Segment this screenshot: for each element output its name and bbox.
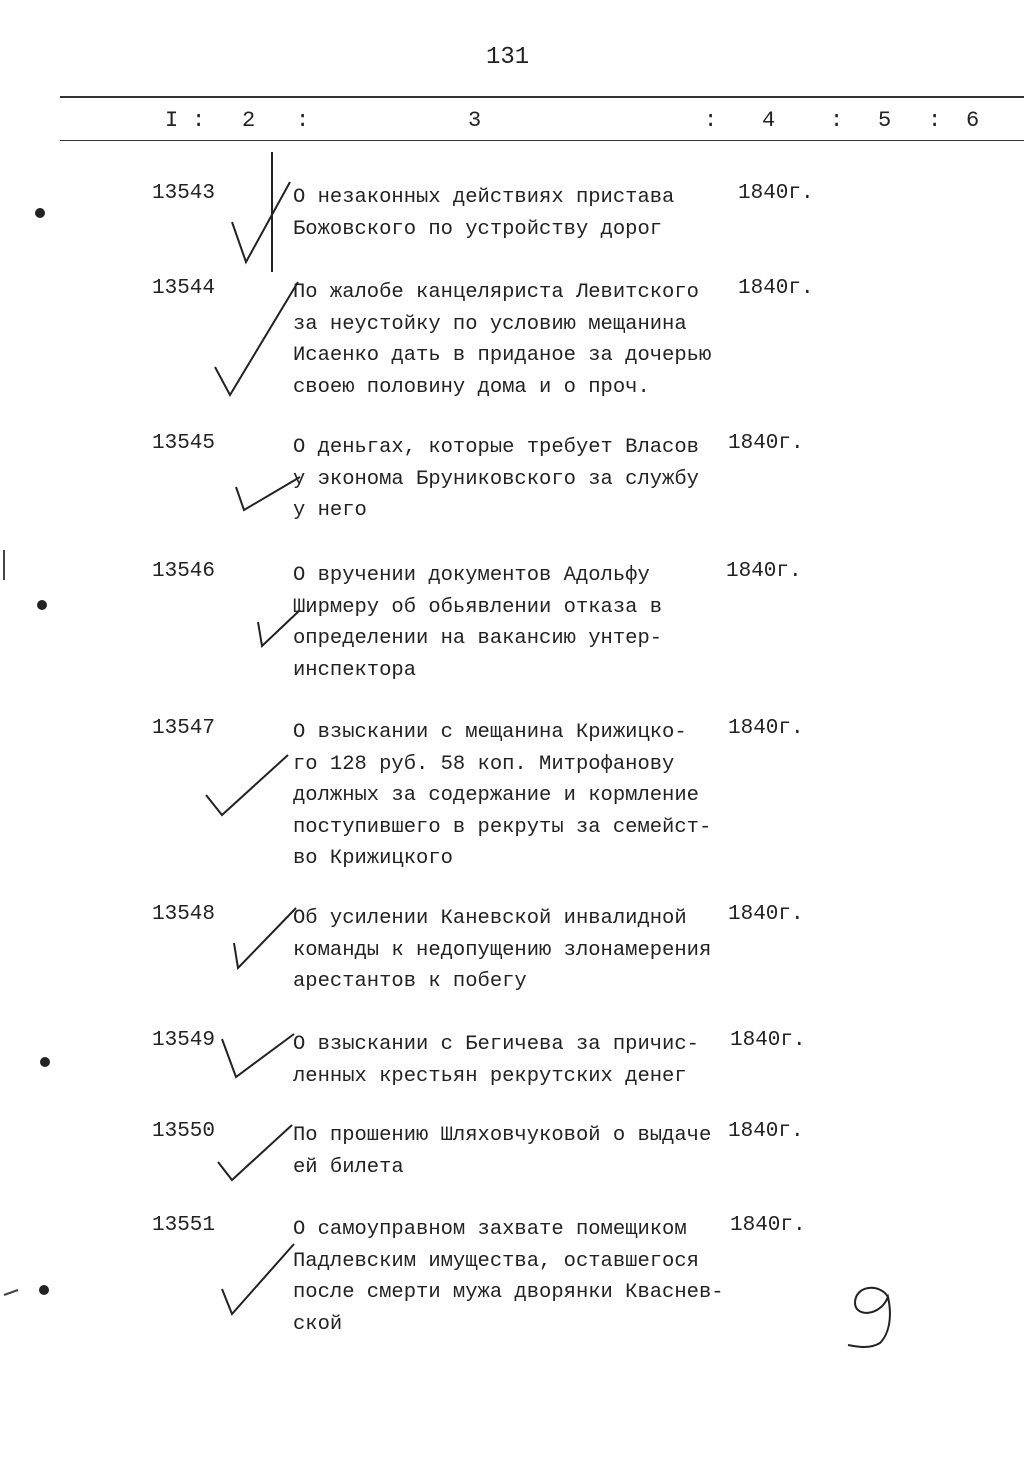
entry-number: 13544: [152, 277, 216, 300]
col-sep: :: [192, 108, 206, 133]
entry-description: О взыскании с мещанина Крижицко- го 128 руб. 58 коп. Митрофанову должных за содержание и кормление поступившего в рекруты за семейст- во Крижицкого: [293, 721, 712, 870]
entry-description: Об усилении Каневской инвалидной команды к недопущению злонамерения арестантов к побегу: [293, 907, 712, 993]
entry-number: 13549: [152, 1029, 216, 1052]
entry-description: О вручении документов Адольфу Ширмеру об обьявлении отказа в определении на вакансию унтер- инспектора: [293, 564, 663, 682]
entry-year: 1840г.: [730, 1214, 806, 1237]
col-sep: :: [928, 108, 942, 133]
entry-number: 13550: [152, 1120, 216, 1143]
entry-description: По прошению Шляховчуковой о выдаче ей билета: [293, 1124, 712, 1179]
col-header-5: 5: [878, 108, 892, 133]
col-header-6: 6: [966, 108, 980, 133]
entry-number: 13547: [152, 717, 216, 740]
col-sep: :: [704, 108, 718, 133]
entry-year: 1840г.: [728, 717, 804, 740]
entry-year: 1840г.: [728, 903, 804, 926]
entry-number: 13545: [152, 432, 216, 455]
entry-description: По жалобе канцеляриста Левитского за неустойку по условию мещанина Исаенко дать в приданое за дочерью своею половину дома и о проч.: [293, 281, 712, 399]
page-number: 131: [486, 44, 530, 71]
entry-number: 13546: [152, 560, 216, 583]
col-header-1: I: [165, 108, 179, 133]
col-sep: :: [296, 108, 310, 133]
entry-year: 1840г.: [738, 277, 814, 300]
entry-number: 13551: [152, 1214, 216, 1237]
entry-number: 13543: [152, 182, 216, 205]
entry-year: 1840г.: [728, 1120, 804, 1143]
entry-number: 13548: [152, 903, 216, 926]
entry-description: О самоуправном захвате помещиком Падлевским имущества, оставшегося после смерти мужа дворянки Кваснев- ской: [293, 1218, 724, 1336]
entry-year: 1840г.: [726, 560, 802, 583]
entry-description: О взыскании с Бегичева за причис- ленных крестьян рекрутских денег: [293, 1033, 699, 1088]
entry-year: 1840г.: [728, 432, 804, 455]
entry-year: 1840г.: [738, 182, 814, 205]
entry-description: О деньгах, которые требует Власов у эконома Бруниковского за службу у него: [293, 436, 699, 522]
col-header-2: 2: [242, 108, 256, 133]
entry-year: 1840г.: [730, 1029, 806, 1052]
entry-description: О незаконных действиях пристава Божовского по устройству дорог: [293, 186, 675, 241]
col-header-4: 4: [762, 108, 776, 133]
col-header-3: 3: [468, 108, 482, 133]
col-sep: :: [830, 108, 844, 133]
